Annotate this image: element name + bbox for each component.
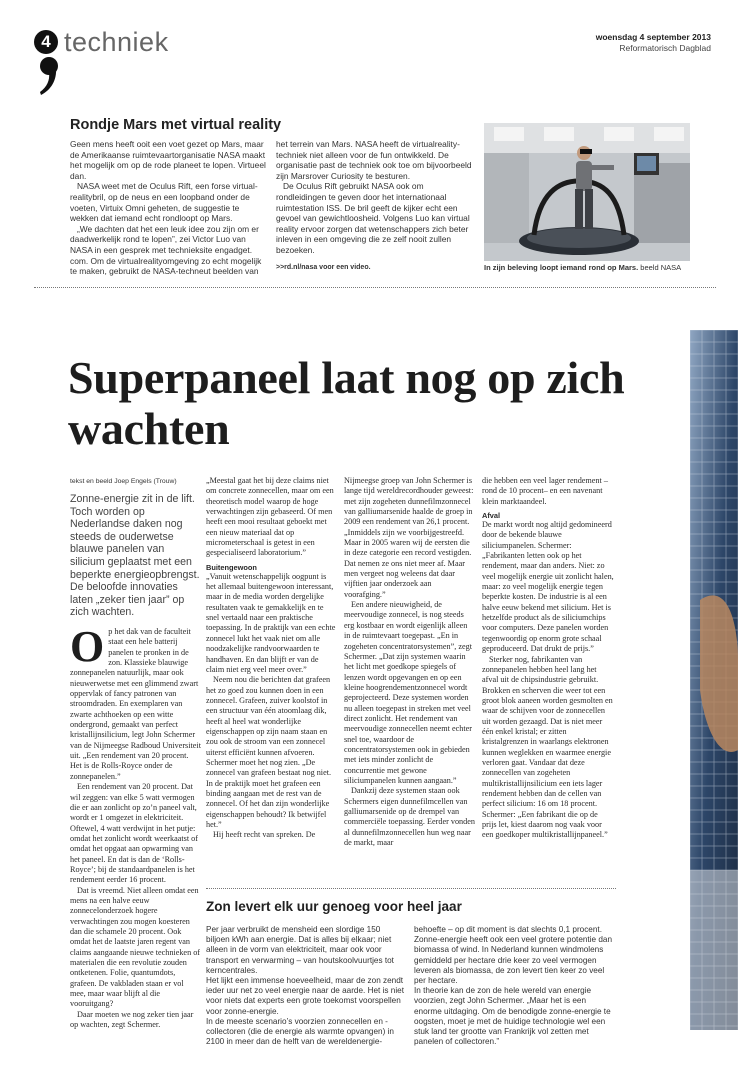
- story-column-1: [70, 622, 201, 1030]
- paragraph: behoefte – op dit moment is dat slechts 0,1 procent. Zonne-energie heeft ook een veel grotere potentie dan biomassa of wind. In Nederland kunnen windmolens gemiddeld per hectare drie keer zo veel vermogen leveren als biomassa, de zon levert tien keer zo veel per hectare.: [414, 925, 613, 986]
- byline: tekst en beeld Joep Engels (Trouw): [70, 478, 177, 485]
- subheading: Buitengewoon: [206, 562, 257, 572]
- video-link[interactable]: >>rd.nl/nasa voor een video.: [276, 264, 371, 271]
- mars-column-2: [276, 139, 476, 256]
- paper-name: Reformatorisch Dagblad: [619, 43, 711, 53]
- page-number: 4: [34, 30, 58, 54]
- paragraph: die hebben een veel lager rendement –rond de 10 procent– en een navenant klein marktaandeel.: [482, 476, 608, 506]
- paragraph: het terrein van Mars. NASA heeft de virtualreality-techniek niet alleen voor de fun ontwikkeld. De organisatie past de techniek ook toe om bijvoorbeeld zijn Marsrover Curiosity te besturen.: [276, 139, 472, 181]
- drop-cap: O: [70, 622, 105, 671]
- paragraph: Geen mens heeft ooit een voet gezet op Mars, maar de Amerikaanse ruimtevaartorganisatie NASA maakt het mogelijk om op de rode planeet te lopen. Virtueel dan.: [70, 139, 266, 181]
- vr-treadmill-photo: [484, 123, 690, 261]
- paragraph: Het lijkt een immense hoeveelheid, maar de zon zendt ieder uur net zo veel energie naar de aarde. Het is niet voor niets dat experts een grote toekomst voorspellen voor zonne-energie.: [206, 976, 404, 1016]
- paragraph: Hij heeft recht van spreken. De: [213, 830, 316, 840]
- story-column-3: [344, 476, 475, 848]
- solar-panel-illustration: [690, 330, 738, 1030]
- photo-illustration: [484, 123, 690, 261]
- paragraph: Sterker nog, fabrikanten van zonnepanelen hebben heel lang het afval uit de chipsindustrie gebruikt. Brokken en scherven die weer tot een groot blok aaneen worden gesmolten en waar de schijven voor de zonnecellen uit worden gezaagd. Dat is niet meer één enkel kristal; er zitten kristalgrenzen in waarlangs elektronen kunnen weglekken en waarmee energie verloren gaat. Vandaar dat deze zonnecellen van zogeheten multikristallijnsilicium een iets lager rendement hebben dan de cellen van perfect silicium: 16 om 18 procent. Schermer: „Een fabrikant die op de prijs let, kiest daarom nog vaak voor een goedkoper multikristallijnpaneel.”: [482, 654, 613, 840]
- subheading: Afval: [482, 511, 501, 521]
- paragraph: NASA weet met de Oculus Rift, een forse virtual-realitybril, op de neus en een loopband onder de voeten, Virtuix Omni geheten, de suggestie te wekken dat iemand echt rondloopt op Mars.: [70, 181, 258, 224]
- story-column-4: [482, 476, 614, 841]
- photo-caption: [484, 263, 696, 272]
- paragraph: „Meestal gaat het bij deze claims niet om concrete zonnecellen, maar om een theoretisch model waarop de hoge verwachtingen zijn gebaseerd. Of men heeft een mooi resultaat geboekt met een nieuw materiaal dat op micrometerschaal is getest in een gespecialiseerd laboratorium.”: [206, 476, 334, 558]
- paragraph: De markt wordt nog altijd gedomineerd door de bekende blauwe siliciumpanelen. Schermer: „Fabrikanten letten ook op het rendement, maar dan anders. Niet: zo veel mogelijk energie uit zonlicht halen, maar: zo veel mogelijk energie tegen beperkte kosten. De industrie is al een halve eeuw bekend met silicium. Het is hetzelfde product als de siliciumchips voor computers. Deze panelen worden tegenwoordig op enorm grote schaal geproduceerd. Dat drukt de prijs.”: [482, 520, 614, 654]
- paragraph: Op het dak van de faculteit staat een hele batterij panelen te pronken in de zon. Klassieke blauwige zonnepanelen natuurlijk, maar ook nieuwerwetse met een glimmend zwart oppervlak of fancy patronen van stroomdraden. En exemplaren van zwarte achthoeken op een witte ondergrond, gemaakt van perfect kristallijnsilicium, legt John Schermer van de Nijmeegse Radboud Universiteit uit. „Een rendement van 20 procent. Het is de Rolls-Royce onder de zonnepanelen.”: [70, 622, 201, 781]
- story-column-2: [206, 476, 337, 841]
- paragraph: „Vanuit wetenschappelijk oogpunt is het allemaal buitengewoon interessant, maar in de media worden dergelijke resultaten vaak te gemakkelijk en te snel vertaald naar een praktische toepassing. In de praktijk van een echte zonnecel lukt het vaak niet om alle noodzakelijke randvoorwaarden te handhaven. En dan blijft er van de claim niet erg veel meer over.”: [206, 571, 336, 674]
- caption-credit: beeld NASA: [640, 263, 682, 272]
- paragraph: Per jaar verbruikt de mensheid een slordige 150 biljoen kWh aan energie. Dat is alles bij elkaar; niet alleen in de vorm van elektriciteit, maar ook voor transport en verwarming – van houtskoolvuurtjes tot kerncentrales.: [206, 925, 394, 975]
- mars-column-1: [70, 139, 270, 277]
- paragraph: Dat is vreemd. Niet alleen omdat een mens na een halve eeuw zonnecelonderzoek hogere verwachtingen zou mogen koesteren dan die schamele 20 procent. Ook omdat het de laatste jaren regent van claims aangaande nieuwe technieken of materialen die een revolutie zouden ontketenen. Folie, quantumdots, grafeen. De vakbladen staan er vol mee, maar waar blijft al die vooruitgang?: [70, 885, 201, 1009]
- paragraph: Een andere nieuwigheid, de meervoudige zonnecel, is nog steeds erg kostbaar en wordt eigenlijk alleen in de ruimtevaart toegepast. „En in zogeheten concentratorsystemen”, zegt Schermer. „Dat zijn systemen waarin het licht met goedkope spiegels of lenzen wordt opgevangen en op een kleine hoogrendementzonnecel wordt geprojecteerd. Deze systemen worden nu alleen toegepast in streken met veel direct zonlicht. Het rendement van meervoudige zonnecellen neemt echter snel toe, waardoor de concentratorsystemen ook in gebieden met iets minder zonlicht de concurrentie met gewone siliciumpanelen kunnen aangaan.”: [344, 600, 472, 785]
- paragraph: De Oculus Rift gebruikt NASA ook om rondleidingen te geven door het internationaal ruimtestation ISS. De bril geeft de kijker echt een gevoel van gewichtloosheid. Volgens Luo kan virtual reality ervoor zorgen dat wetenschappers zich beter inleven in een omgeving die ze zelf nooit zullen bezoeken.: [276, 181, 470, 255]
- paragraph: Neem nou die berichten dat grafeen het zo goed zou kunnen doen in een zonnecel. Grafeen, zuiver koolstof in een structuur van één atoomlaag dik, heeft al heel wat wonderlijke eigenschappen op zijn naam staan en zou ook de stroom van een zonnecel uiterst efficiënt kunnen afvoeren. Schermer moet het nog zien. „De zonnecel van grafeen bestaat nog niet. In de praktijk moet het grafeen een binding aangaan met de rest van de zonnecel. Of het dan zijn wonderlijke eigenschappen behoudt? Ik betwijfel het.”: [206, 675, 332, 829]
- section-divider: [34, 287, 716, 288]
- sidebar-headline: Zon levert elk uur genoeg voor heel jaar: [206, 899, 462, 914]
- paragraph: Een rendement van 20 procent. Dat wil zeggen: van elke 5 watt vermogen die er aan zonlicht op zo’n paneel valt, wordt er 1 omgezet in elektriciteit. Oftewel, 4 watt verdwijnt in het putje: omdat het zonlicht wordt weerkaatst of omdat het opgaat aan opwarming van het paneel. En dat is dan de ‘Rolls-Royce’; bij de standaardpanelen is het rendement eerder 16 procent.: [70, 782, 199, 885]
- section-title: techniek: [64, 27, 169, 57]
- mars-headline: Rondje Mars met virtual reality: [70, 117, 282, 133]
- issue-date: woensdag 4 september 2013: [595, 32, 711, 42]
- caption-text: In zijn beleving loopt iemand rond op Mars.: [484, 263, 639, 272]
- story-headline: Superpaneel laat nog op zich wachten: [68, 352, 625, 454]
- paragraph: „We dachten dat het een leuk idee zou zijn om er daadwerkelijk rond te lopen”, zei Victor Luo van NASA in een gesprek met technieksite engadget. com. Om de virtualrealityomgeving zo echt mogelijk te maken, gebruikt de NASA-techneut beelden van: [70, 223, 262, 277]
- sidebar-divider: [206, 888, 616, 889]
- paragraph: Nijmeegse groep van John Schermer is lange tijd wereldrecordhouder geweest: met zijn zogeheten dunnefilmzonnecel van galliumarsenide haalde de groep in 2009 een rendement van 26,1 procent. „Inmiddels zijn we voorbijgestreefd. Maar in 2005 waren wij de eersten die in deze categorie een record vestigden. Dat nemen ze ons niet meer af. Maar men vergeet nog weleens dat daar vijftien jaar onderzoek aan voorafging.”: [344, 476, 474, 599]
- paragraph: Daar moeten we nog zeker tien jaar op wachten, zegt Schermer.: [70, 1009, 194, 1030]
- masthead-info: [596, 32, 711, 54]
- paragraph: Dankzij deze systemen staan ook Schermers eigen dunnefilmcellen van galliumarsenide op de drempel van commerciële toepassing. Eerder vonden al dunnefilmzonnecellen hun weg naar de markt, maar: [344, 786, 475, 848]
- paragraph: In de meeste scenario’s voorzien zonnecellen en -collectoren (die de energie als warmte opvangen) in 2100 in meer dan de helft van de wereldenergie-: [206, 1016, 394, 1047]
- comma-logo-icon: [37, 56, 61, 96]
- solar-panel-photo: [690, 330, 738, 1030]
- paragraph: In theorie kan de zon de hele wereld van energie voorzien, zegt John Schermer. „Maar het is een enorme uitdaging. Om de benodigde zonne-energie te oogsten, moet je met de huidige technologie wel een stuk land ter grootte van Frankrijk vol zetten met panelen of collectoren.”: [414, 986, 611, 1047]
- sidebar-column-1: [206, 925, 404, 1047]
- story-intro: Zonne-energie zit in de lift. Toch worden op Nederlandse daken nog steeds de ouderwetse blauwe panelen van silicium geplaatst met een beperkte energieopbrengst. De beloofde innovaties laten „zeker tien jaar” op zich wachten.: [70, 493, 200, 619]
- sidebar-column-2: [414, 925, 616, 1047]
